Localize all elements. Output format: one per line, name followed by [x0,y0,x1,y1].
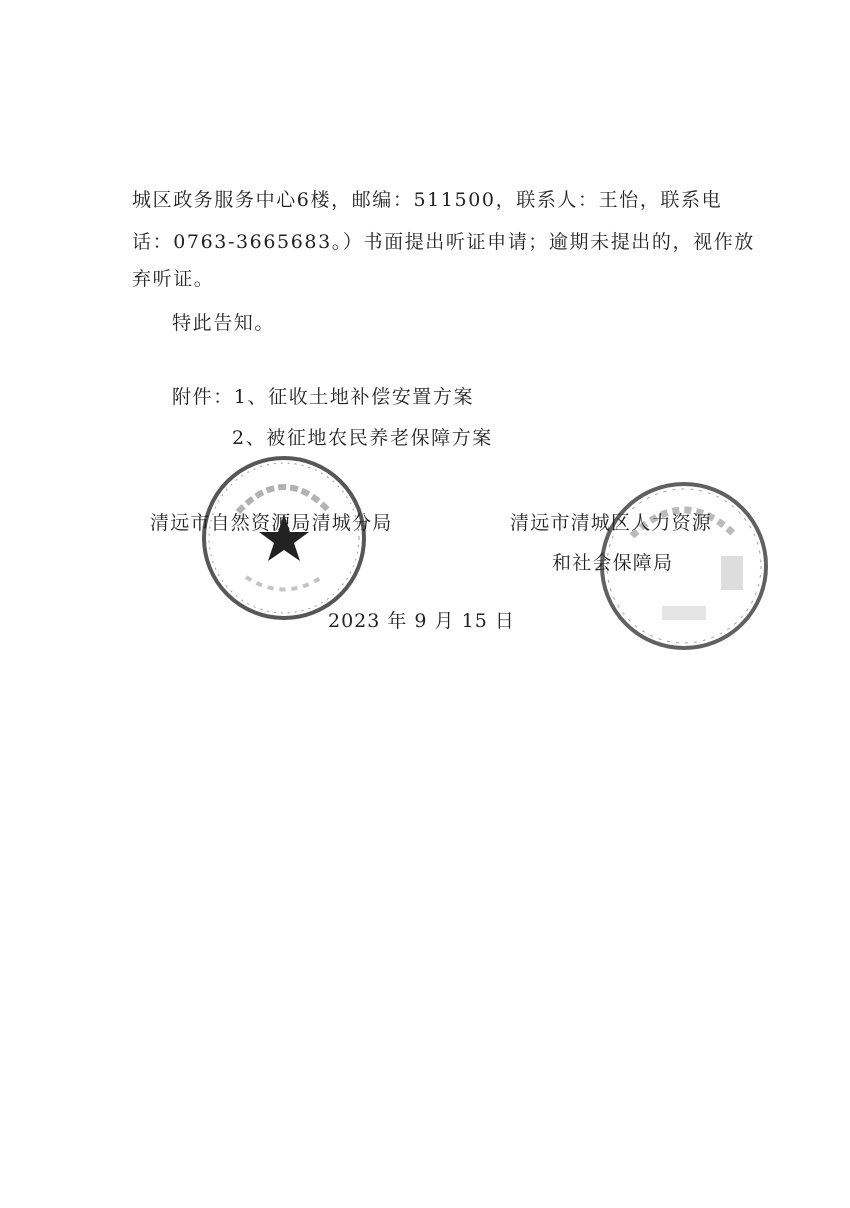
attachment-item-2: 2、被征地农民养老保障方案 [232,427,493,449]
signatory-right-line1: 清远市清城区人力资源 [510,512,713,534]
paragraph-line-2: 话：0763-3665683。）书面提出听证申请；逾期未提出的，视作放 [132,231,755,253]
signatory-right-line2: 和社会保障局 [552,552,674,574]
signatory-left: 清远市自然资源局清城分局 [150,512,393,534]
notice-closing: 特此告知。 [172,312,276,334]
paragraph-line-1: 城区政务服务中心6楼，邮编：511500，联系人：王怡，联系电 [132,189,723,211]
official-seal-left [198,452,370,624]
attachment-item-1: 附件：1、征收土地补偿安置方案 [172,386,475,408]
paragraph-line-3: 弃听证。 [132,268,215,290]
document-date: 2023 年 9 月 15 日 [328,610,515,632]
